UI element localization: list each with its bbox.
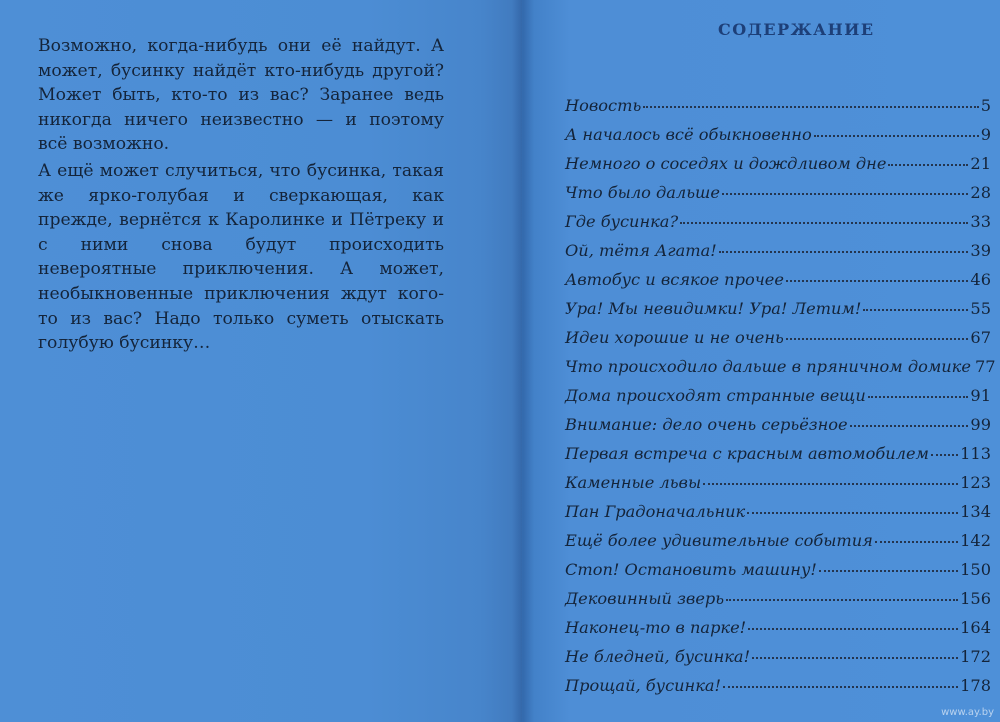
- toc-dot-leader: [726, 599, 958, 601]
- toc-entry-page: 28: [970, 183, 991, 202]
- toc-entry: [565, 328, 991, 357]
- toc-entry-page: 123: [960, 473, 991, 492]
- toc-entry-title: Где бусинка?: [565, 212, 679, 231]
- toc-entry-title: Новость: [565, 96, 642, 115]
- toc-dot-leader: [814, 135, 979, 137]
- toc-entry-page: 113: [960, 444, 991, 463]
- toc-entry: [565, 415, 991, 444]
- toc-dot-leader: [643, 106, 978, 108]
- toc-entry-page: 21: [970, 154, 991, 173]
- toc-entry: [565, 299, 991, 328]
- toc-entry-page: 39: [970, 241, 991, 260]
- toc-entry: [565, 618, 991, 647]
- toc-heading: СОДЕРЖАНИЕ: [718, 20, 875, 39]
- toc-entry-title: Внимание: дело очень серьёзное: [565, 415, 848, 434]
- toc-entry-title: Ура! Мы невидимки! Ура! Летим!: [565, 299, 862, 318]
- toc-dot-leader: [888, 164, 968, 166]
- toc-entry-page: 67: [970, 328, 991, 347]
- toc-dot-leader: [747, 512, 958, 514]
- toc-entry-page: 77: [974, 357, 996, 376]
- toc-dot-leader: [680, 222, 968, 224]
- toc-entry: [565, 560, 991, 589]
- toc-entry: [565, 357, 996, 386]
- toc-entry-page: 5: [980, 96, 991, 115]
- toc-entry: [565, 270, 991, 299]
- toc-dot-leader: [752, 657, 958, 659]
- toc-entry-title: Пан Градоначальник: [565, 502, 746, 521]
- toc-entry-page: 178: [960, 676, 991, 695]
- toc-dot-leader: [868, 396, 969, 398]
- table-of-contents: [565, 96, 996, 705]
- toc-dot-leader: [722, 193, 968, 195]
- toc-entry-title: Что происходило дальше в пряничном домике: [565, 357, 971, 376]
- toc-dot-leader: [863, 309, 968, 311]
- toc-entry: [565, 125, 991, 154]
- toc-entry-title: Наконец-то в парке!: [565, 618, 747, 637]
- left-page-text: [38, 34, 444, 356]
- toc-entry-page: 172: [960, 647, 991, 666]
- toc-entry: [565, 589, 991, 618]
- toc-entry-page: 134: [960, 502, 991, 521]
- toc-entry-page: 164: [960, 618, 991, 637]
- toc-entry-title: Ещё более удивительные события: [565, 531, 873, 550]
- toc-entry-title: Идеи хорошие и не очень: [565, 328, 784, 347]
- toc-dot-leader: [748, 628, 958, 630]
- toc-entry-title: Ой, тётя Агата!: [565, 241, 717, 260]
- toc-dot-leader: [703, 483, 958, 485]
- toc-entry-page: 99: [970, 415, 991, 434]
- toc-entry-title: Автобус и всякое прочее: [565, 270, 784, 289]
- toc-entry: [565, 473, 991, 502]
- toc-entry-title: А началось всё обыкновенно: [565, 125, 812, 144]
- toc-entry-page: 33: [970, 212, 991, 231]
- toc-entry-page: 55: [970, 299, 991, 318]
- toc-entry-page: 46: [970, 270, 991, 289]
- toc-dot-leader: [850, 425, 969, 427]
- toc-entry: [565, 96, 991, 125]
- watermark: www.ay.by: [941, 707, 994, 718]
- toc-entry-page: 9: [980, 125, 991, 144]
- toc-dot-leader: [786, 280, 968, 282]
- toc-entry-title: Стоп! Остановить машину!: [565, 560, 817, 579]
- toc-entry-page: 150: [960, 560, 991, 579]
- toc-dot-leader: [723, 686, 958, 688]
- toc-entry-title: Дековинный зверь: [565, 589, 725, 608]
- toc-dot-leader: [875, 541, 958, 543]
- book-gutter: [512, 0, 534, 722]
- toc-entry-page: 142: [960, 531, 991, 550]
- toc-dot-leader: [931, 454, 958, 456]
- toc-entry-title: Что было дальше: [565, 183, 720, 202]
- toc-entry-title: Немного о соседях и дождливом дне: [565, 154, 887, 173]
- toc-entry-title: Дома происходят странные вещи: [565, 386, 866, 405]
- toc-entry: [565, 676, 991, 705]
- toc-entry-title: Не бледней, бусинка!: [565, 647, 751, 666]
- toc-entry: [565, 241, 991, 270]
- toc-entry-page: 91: [970, 386, 991, 405]
- toc-entry: [565, 444, 991, 473]
- toc-entry: [565, 212, 991, 241]
- paragraph-2: А ещё может случиться, что бусинка, такая же ярко-голубая и сверкающая, как прежде, вернётся к Каролинке и Пётреку и с ними снова будут происходить невероятные приключения. А может, необыкновенные приключения ждут кого-то из вас? Надо только суметь отыскать голубую бусинку…: [38, 160, 444, 354]
- toc-dot-leader: [819, 570, 958, 572]
- toc-entry: [565, 183, 991, 212]
- toc-dot-leader: [719, 251, 969, 253]
- paragraph-1: Возможно, когда-нибудь они её найдут. А может, бусинку найдёт кто-нибудь другой? Может быть, кто-то из вас? Заранее ведь никогда ничего неизвестно — и поэтому всё возможно.: [38, 36, 444, 155]
- toc-entry: [565, 386, 991, 415]
- toc-entry: [565, 502, 991, 531]
- toc-entry-title: Прощай, бусинка!: [565, 676, 722, 695]
- toc-entry: [565, 154, 991, 183]
- toc-dot-leader: [786, 338, 969, 340]
- toc-entry: [565, 647, 991, 676]
- toc-entry-title: Каменные львы: [565, 473, 702, 492]
- toc-entry: [565, 531, 991, 560]
- toc-entry-page: 156: [960, 589, 991, 608]
- toc-entry-title: Первая встреча с красным автомобилем: [565, 444, 929, 463]
